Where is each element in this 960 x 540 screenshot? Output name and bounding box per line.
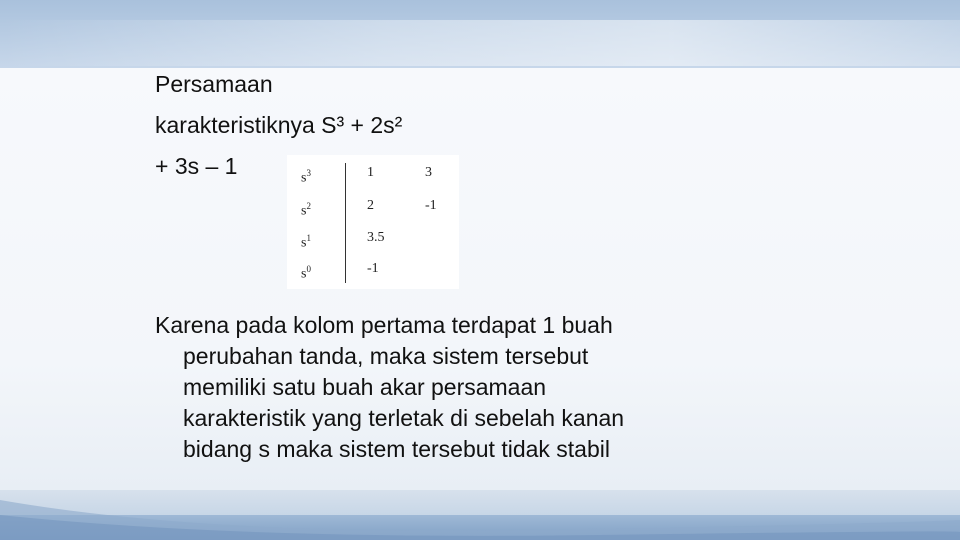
routh-table-image (287, 155, 459, 289)
routh-cell: 2 (367, 198, 374, 213)
routh-cell: 3 (425, 165, 432, 180)
paragraph-line: perubahan tanda, maka sistem tersebut (183, 343, 589, 369)
heading-line-2: karakteristiknya S³ + 2s² (155, 112, 403, 138)
bottom-swoosh-decoration (0, 480, 960, 540)
top-band-highlight (0, 20, 960, 66)
routh-row-label: $s^2$ (301, 201, 311, 219)
routh-row-label: $s^1$ (301, 233, 311, 251)
heading-line-1: Persamaan (155, 71, 273, 97)
routh-row-label: $s^0$ (301, 264, 311, 282)
conclusion-paragraph (155, 310, 795, 465)
routh-cell: 1 (367, 165, 374, 180)
paragraph-line: memiliki satu buah akar persamaan (183, 374, 547, 400)
paragraph-line: Karena pada kolom pertama terdapat 1 buah (155, 312, 613, 338)
routh-cell: -1 (367, 261, 379, 276)
paragraph-line: bidang s maka sistem tersebut tidak stabil (183, 436, 610, 462)
routh-cell: 3.5 (367, 230, 385, 245)
paragraph-line: karakteristik yang terletak di sebelah kanan (183, 405, 625, 431)
routh-row-label: $s^3$ (301, 168, 311, 186)
routh-cell: -1 (425, 198, 437, 213)
routh-table-divider (345, 163, 346, 283)
heading-line-3: + 3s – 1 (155, 153, 238, 179)
